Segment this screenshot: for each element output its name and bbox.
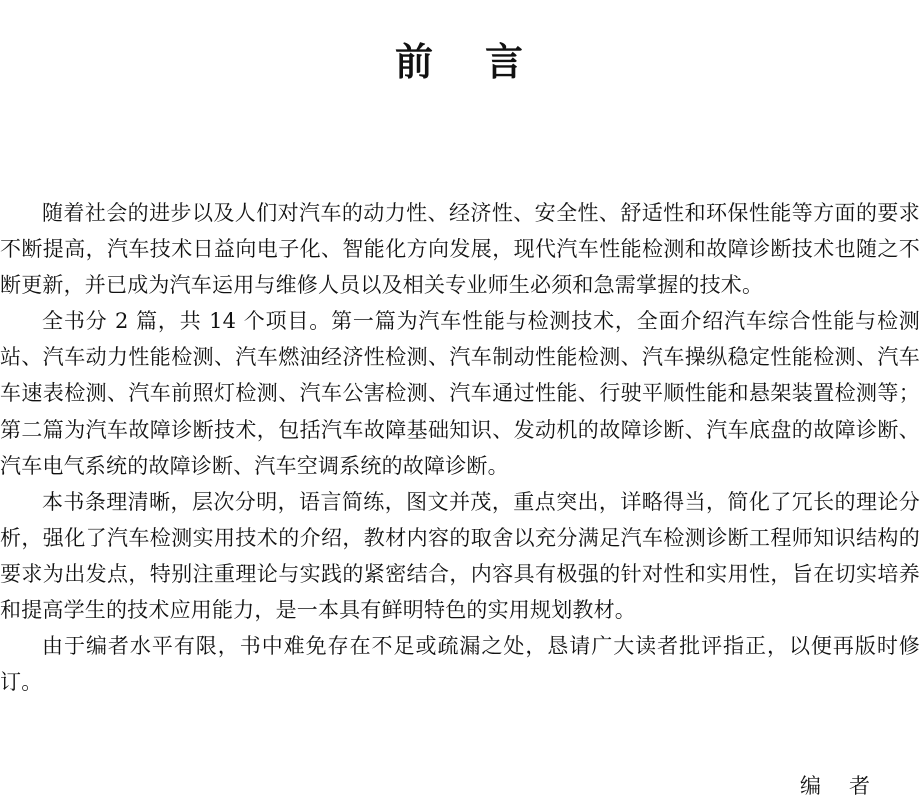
title-char-2: 言: [485, 40, 526, 84]
page-title: [0, 36, 920, 88]
paragraph-contents: 全书分 2 篇，共 14 个项目。第一篇为汽车性能与检测技术，全面介绍汽车综合性能与检测站、汽车动力性能检测、汽车燃油经济性检测、汽车制动性能检测、汽车操纵稳定性能检测、汽车车速表检测、汽车前照灯检测、汽车公害检测、汽车通过性能、行驶平顺性能和悬架装置检测等；第二篇为汽车故障诊断技术，包括汽车故障基础知识、发动机的故障诊断、汽车底盘的故障诊断、汽车电气系统的故障诊断、汽车空调系统的故障诊断。: [0, 309, 920, 478]
paragraph-features: 本书条理清晰，层次分明，语言简练，图文并茂，重点突出，详略得当，简化了冗长的理论分析，强化了汽车检测实用技术的介绍，教材内容的取舍以充分满足汽车检测诊断工程师知识结构的要求为出发点，特别注重理论与实践的紧密结合，内容具有极强的针对性和实用性，旨在切实培养和提高学生的技术应用能力，是一本具有鲜明特色的实用规划教材。: [0, 489, 920, 623]
preface-body: [0, 195, 920, 700]
author-signature: [800, 772, 870, 800]
title-char-1: 前: [394, 40, 435, 84]
paragraph-intro: 随着社会的进步以及人们对汽车的动力性、经济性、安全性、舒适性和环保性能等方面的要求不断提高，汽车技术日益向电子化、智能化方向发展，现代汽车性能检测和故障诊断技术也随之不断更新，并已成为汽车运用与维修人员以及相关专业师生必须和急需掌握的技术。: [0, 201, 920, 298]
signature-char-1: 编: [800, 774, 821, 798]
paragraph-acknowledgement: 由于编者水平有限，书中难免存在不足或疏漏之处，恳请广大读者批评指正，以便再版时修订。: [0, 634, 920, 695]
signature-char-2: 者: [849, 774, 870, 798]
